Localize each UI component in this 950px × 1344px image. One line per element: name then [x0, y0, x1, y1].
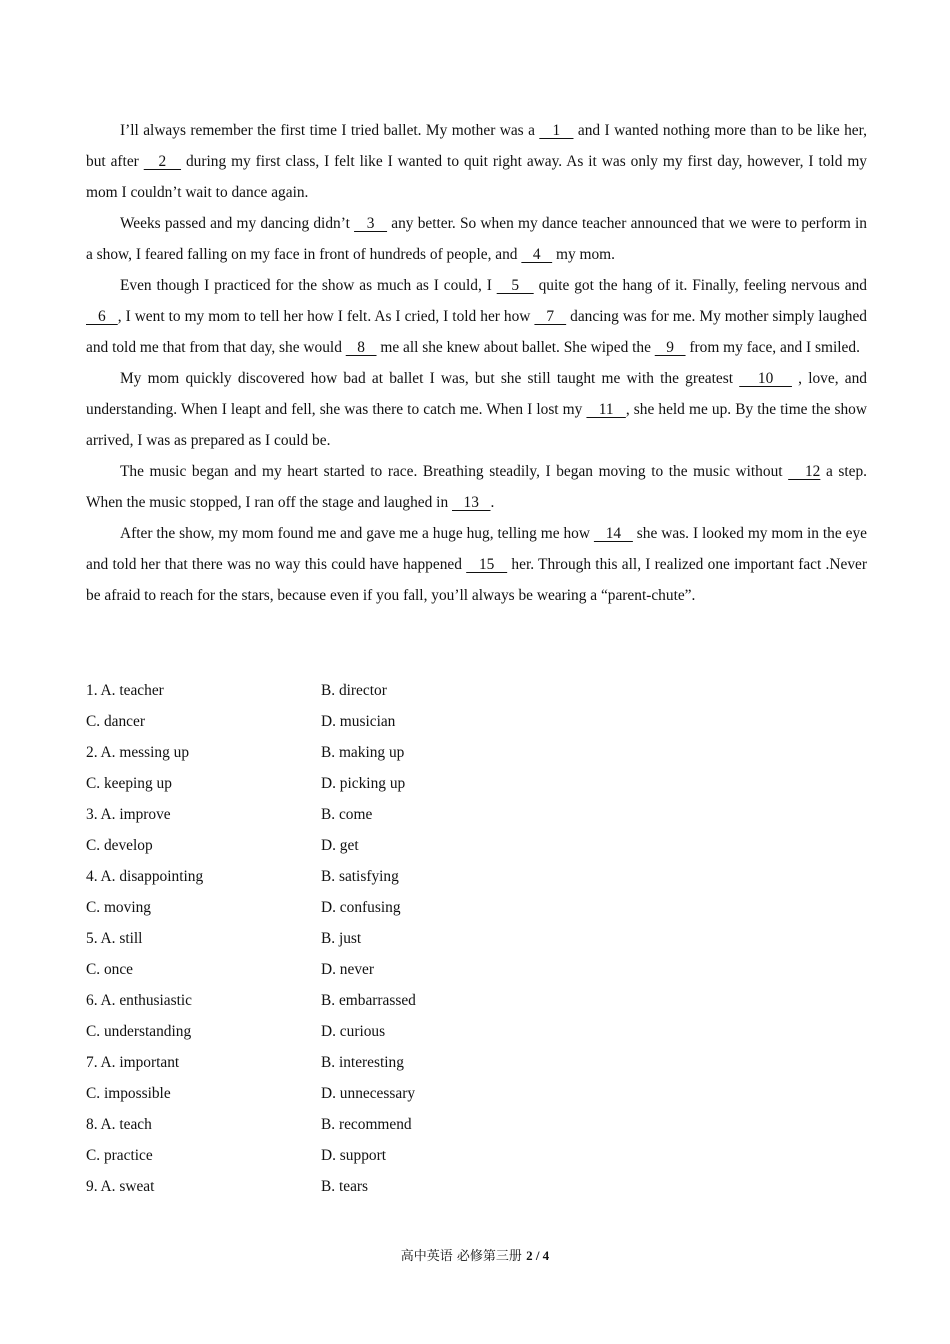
text: my mom. [552, 246, 615, 263]
text: Weeks passed and my dancing didn’t [120, 215, 355, 232]
option-left: 7. A. important [86, 1054, 180, 1071]
option-row [86, 1078, 867, 1109]
text: , she held me up. By the time the show arrived, I was as prepared as I could be. [86, 401, 867, 449]
option-row [86, 1140, 867, 1171]
footer-title: 高中英语 必修第三册 [400, 1249, 527, 1264]
option-left: C. dancer [86, 713, 145, 730]
text: and I wanted nothing more than to be like her, but after [86, 122, 867, 170]
option-left: 4. A. disappointing [86, 868, 204, 885]
paragraph-6 [86, 518, 867, 611]
blank-13: 13 [452, 494, 491, 511]
text: , love, and understanding. When I leapt and fell, she was there to catch me. When I lost my [86, 370, 867, 418]
option-row [86, 1171, 867, 1202]
answer-options [86, 675, 867, 1202]
paragraph-5 [86, 456, 867, 518]
text: The music began and my heart started to race. Breathing steadily, I began moving to the music without [120, 463, 789, 480]
text: me all she knew about ballet. She wiped the [376, 339, 655, 356]
option-left: 3. A. improve [86, 806, 171, 823]
option-left: C. once [86, 961, 134, 978]
option-right: B. recommend [321, 1116, 412, 1133]
text: , I went to my mom to tell her how I felt. As I cried, I told her how [117, 308, 535, 325]
blank-14: 14 [593, 525, 633, 542]
paragraph-4 [86, 363, 867, 456]
option-right: B. just [321, 930, 362, 947]
text: After the show, my mom found me and gave me a huge hug, telling me how [120, 525, 594, 542]
option-right: B. tears [321, 1178, 369, 1195]
blank-15: 15 [466, 556, 508, 573]
paragraph-2 [86, 208, 867, 270]
option-right: D. support [321, 1147, 386, 1164]
blank-2: 2 [143, 153, 182, 170]
text: dancing was for me. My mother simply laughed and told me that from that day, she would [86, 308, 868, 356]
cloze-passage [86, 115, 867, 611]
option-row [86, 861, 867, 892]
option-left: C. moving [86, 899, 151, 916]
blank-7: 7 [534, 308, 567, 325]
option-left: C. practice [86, 1147, 153, 1164]
text: any better. So when my dance teacher announced that we were to perform in a show, I feared falling on my face in front of hundreds of people, and [86, 215, 867, 263]
blank-8: 8 [345, 339, 377, 356]
option-row [86, 768, 867, 799]
option-left: C. understanding [86, 1023, 192, 1040]
option-right: B. embarrassed [321, 992, 416, 1009]
blank-1: 1 [539, 122, 574, 139]
blank-11: 11 [586, 401, 626, 418]
option-left: 6. A. enthusiastic [86, 992, 193, 1009]
blank-10: 10 [739, 370, 792, 387]
option-row [86, 923, 867, 954]
paragraph-1 [86, 115, 867, 208]
blank-6: 6 [86, 308, 118, 325]
text: . [490, 494, 495, 511]
option-left: 9. A. sweat [86, 1178, 155, 1195]
option-row [86, 799, 867, 830]
option-left: C. keeping up [86, 775, 172, 792]
blank-5: 5 [496, 277, 534, 294]
option-right: D. unnecessary [321, 1085, 416, 1102]
option-row [86, 1047, 867, 1078]
text: from my face, and I smiled. [685, 339, 860, 356]
text: during my first class, I felt like I wanted to quit right away. As it was only my first day, however, I told my mom I couldn’t wait to dance again. [86, 153, 867, 201]
option-row [86, 675, 867, 706]
blank-4: 4 [521, 246, 553, 263]
option-row [86, 892, 867, 923]
option-right: D. curious [321, 1023, 386, 1040]
option-left: 2. A. messing up [86, 744, 190, 761]
option-right: D. picking up [321, 775, 406, 792]
option-row [86, 954, 867, 985]
option-right: B. director [321, 682, 387, 699]
option-right: B. making up [321, 744, 405, 761]
text: quite got the hang of it. Finally, feeling nervous and [533, 277, 868, 294]
option-right: D. never [321, 961, 374, 978]
page-footer [0, 1245, 950, 1264]
blank-12: 12 [788, 463, 821, 480]
option-right: B. satisfying [321, 868, 399, 885]
text: I’ll always remember the first time I tried ballet. My mother was a [120, 122, 540, 139]
option-right: B. interesting [321, 1054, 404, 1071]
blank-9: 9 [654, 339, 686, 356]
option-right: D. musician [321, 713, 396, 730]
option-row [86, 985, 867, 1016]
option-left: 8. A. teach [86, 1116, 152, 1133]
text: Even though I practiced for the show as much as I could, I [120, 277, 497, 294]
option-left: 1. A. teacher [86, 682, 164, 699]
option-row [86, 1109, 867, 1140]
option-right: B. come [321, 806, 373, 823]
text: a step. When the music stopped, I ran off the stage and laughed in [86, 463, 868, 511]
option-left: 5. A. still [86, 930, 143, 947]
option-right: D. get [321, 837, 359, 854]
blank-3: 3 [354, 215, 388, 232]
page-number: 2 / 4 [526, 1248, 550, 1263]
option-left: C. impossible [86, 1085, 171, 1102]
paragraph-3 [86, 270, 867, 363]
option-row [86, 830, 867, 861]
option-row [86, 737, 867, 768]
option-row [86, 1016, 867, 1047]
option-left: C. develop [86, 837, 153, 854]
option-right: D. confusing [321, 899, 401, 916]
text: My mom quickly discovered how bad at ballet I was, but she still taught me with the greatest [120, 370, 740, 387]
option-row [86, 706, 867, 737]
text: her. Through this all, I realized one important fact .Never be afraid to reach for the stars, because even if you fall, you’ll always be wearing a “parent-chute”. [86, 556, 867, 604]
text: she was. I looked my mom in the eye and told her that there was no way this could have happened [86, 525, 867, 573]
